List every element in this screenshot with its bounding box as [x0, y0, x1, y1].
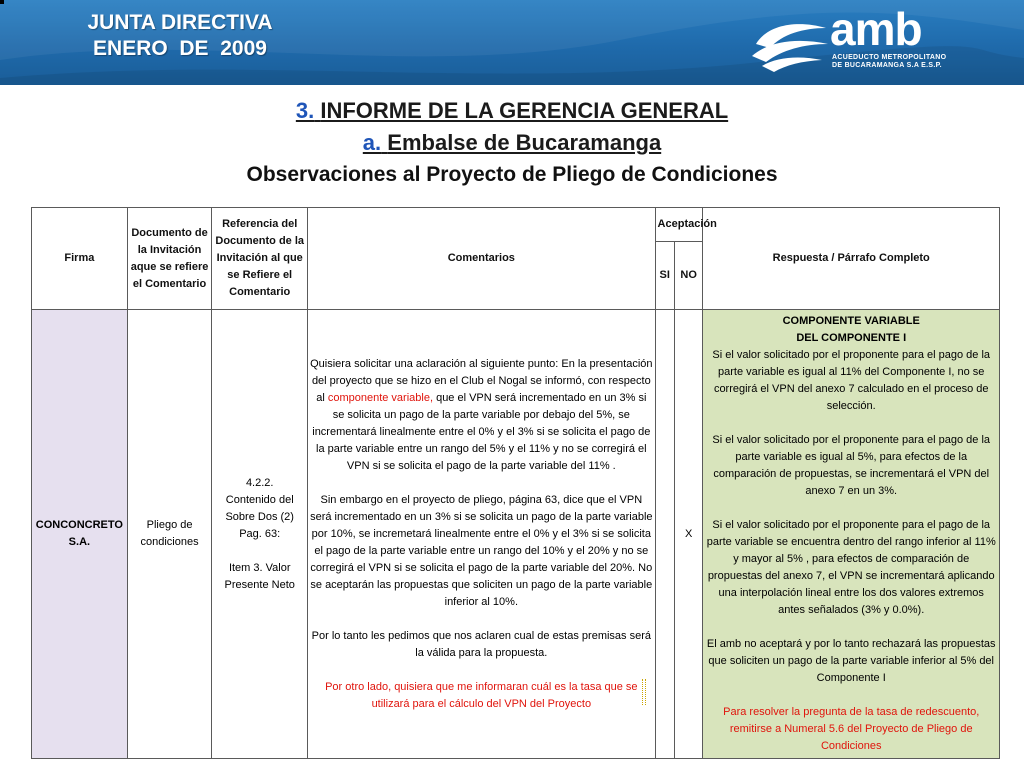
water-drop-logo-icon: [748, 14, 832, 74]
comment-text: Quisiera solicitar una aclaración al siguiente punto: En la presentación del proyecto que se hizo en el Club el Nogal se informó, con respecto al: [310, 357, 653, 404]
header-title: [0, 10, 360, 62]
response-paragraph: El amb no aceptará y por lo tanto rechazará las propuestas que soliciten un pago de la parte variable inferior al 5% del Componente I: [706, 638, 996, 684]
header-referencia: Referencia del Documento de la Invitación al que se Refiere el Comentario: [212, 208, 308, 310]
ref-line: Item 3. Valor: [228, 561, 291, 574]
ref-line: Contenido del: [225, 493, 294, 506]
table-row: [32, 310, 1000, 759]
cell-documento: Pliego de condiciones: [127, 310, 212, 759]
subsection-heading: [0, 128, 1024, 162]
response-paragraph: Si el valor solicitado por el proponente para el pago de la parte variable es igual al 5%, para efectos de la comparación de propuestas, se incrementará el VPN del anexo 7 en un 3%.: [712, 434, 991, 497]
dotted-marker: [642, 679, 646, 705]
section-title: INFORME DE LA GERENCIA GENERAL: [320, 98, 729, 123]
logo-subtitle-line2: DE BUCARAMANGA S.A E.S.P.: [832, 62, 942, 69]
header-aceptacion: Aceptación: [655, 208, 703, 242]
observations-table: [31, 207, 1000, 759]
logo-subtitle-line1: ACUEDUCTO METROPOLITANO: [832, 54, 947, 61]
headings-block: [0, 96, 1024, 188]
ref-line: Sobre Dos (2): [225, 510, 294, 523]
cell-firma: CONCONCRETO S.A.: [32, 310, 128, 759]
cell-comentarios: [308, 310, 655, 759]
response-paragraph-red: Para resolver la pregunta de la tasa de redescuento, remitirse a Numeral 5.6 del Proyecto de Pliego de Condiciones: [723, 706, 980, 752]
section-heading: [0, 96, 1024, 128]
header-documento: Documento de la Invitación aque se refiere el Comentario: [127, 208, 212, 310]
comment-text: que el VPN será incrementado en un 3% si se solicita un pago de la parte variable por debajo del 5%, se incrementará linealmente entre el 0% y el 3% si se solicita el pago de la parte variable entre un rango del 5% y el 11% y no se corregirá el VPN si se solicita el pago de la parte variable del 11% .: [312, 391, 651, 472]
subsection-letter: a.: [362, 130, 382, 155]
page-title: Observaciones al Proyecto de Pliego de Condiciones: [246, 163, 778, 186]
logo-subtitle: [832, 54, 946, 70]
logo-wordmark: amb: [830, 3, 922, 55]
ref-spacer: [214, 543, 305, 560]
ref-line: 4.2.2.: [245, 476, 274, 489]
comment-paragraph: Por lo tanto les pedimos que nos aclaren cual de estas premisas será la válida para la propuesta.: [311, 629, 651, 659]
response-subtitle: DEL COMPONENTE I: [796, 332, 907, 344]
cell-referencia: [212, 310, 308, 759]
response-paragraph: Si el valor solicitado por el proponente para el pago de la parte variable se encuentra dentro del rango inferior al 11% y mayor al 5% , para efectos de comparación de propuestas del anexo 7, el VPN se incrementará aplicando una interpolación lineal entre los dos valores extremos antes señalados (3% y 0.0%).: [706, 519, 996, 616]
comment-paragraph: [310, 356, 652, 475]
amb-logo: [748, 3, 968, 80]
ref-line: Presente Neto: [224, 578, 295, 591]
response-paragraph: Si el valor solicitado por el proponente para el pago de la parte variable es igual al 11% del Componente I, no se corregirá el VPN del anexo 7 calculado en el proceso de selección.: [712, 349, 991, 412]
cell-si: [655, 310, 674, 759]
header-no: NO: [674, 242, 703, 310]
response-title: COMPONENTE VARIABLE: [782, 315, 920, 327]
header-banner: [0, 0, 1024, 85]
comment-paragraph: Sin embargo en el proyecto de pliego, página 63, dice que el VPN será incrementado en un 3% si se solicita un pago de la parte variable por 10%, se incremetará linealmente entre el 0% y el 3% si se solicita el pago de la parte variable entre un rango del 10% y el 20% y no se corregirá el VPN si se solicita el pago de la parte variable del 20%. No se aceptarán las propuestas que soliciten un pago de la parte variable inferior al 10%.: [310, 493, 653, 608]
ref-line: Pag. 63:: [239, 527, 281, 540]
header-firma: Firma: [32, 208, 128, 310]
section-number: 3.: [295, 98, 315, 123]
header-si: SI: [655, 242, 674, 310]
subsection-title: Embalse de Bucaramanga: [387, 130, 662, 155]
header-title-line1: JUNTA DIRECTIVA: [87, 11, 273, 34]
comment-highlight: componente variable,: [327, 391, 434, 404]
header-respuesta: Respuesta / Párrafo Completo: [703, 208, 1000, 310]
header-comentarios: Comentarios: [308, 208, 655, 310]
cell-no: X: [674, 310, 703, 759]
corner-marker: [0, 0, 4, 4]
header-title-line2: ENERO DE 2009: [93, 37, 267, 60]
cell-respuesta: [703, 310, 1000, 759]
comment-paragraph-red: Por otro lado, quisiera que me informaran cuál es la tasa que se utilizará para el cálculo del VPN del Proyecto: [325, 680, 638, 710]
